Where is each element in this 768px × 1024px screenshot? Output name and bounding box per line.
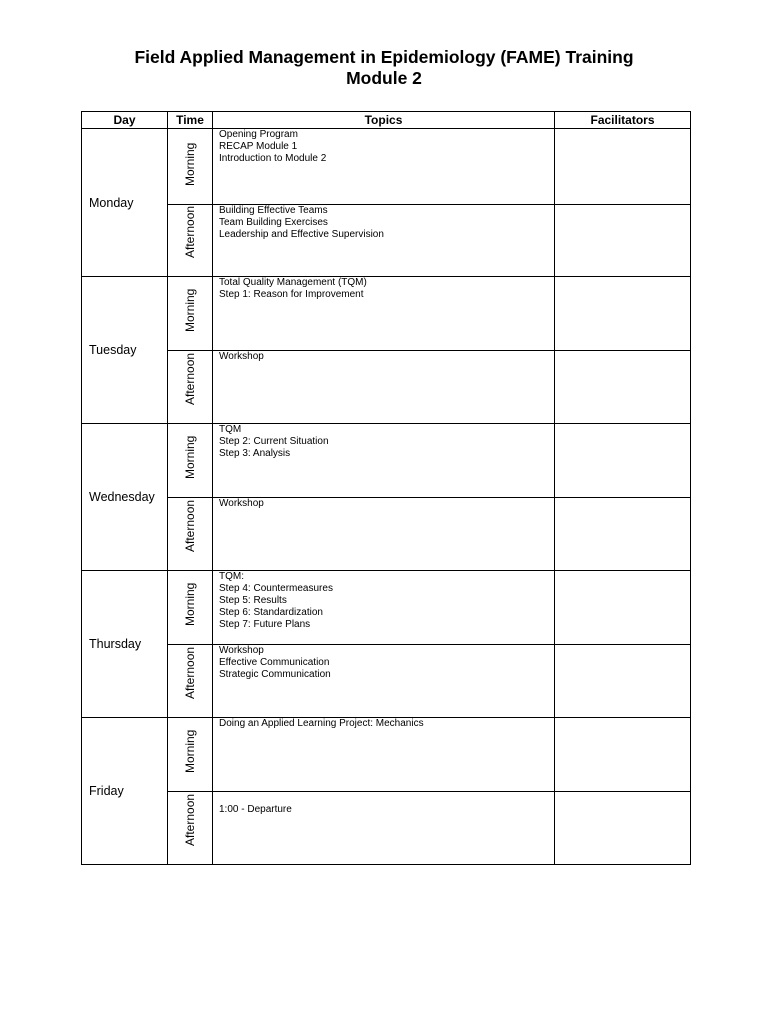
friday-morning-row [82,718,691,792]
time-cell-morning [168,129,213,205]
topic-line: Step 1: Reason for Improvement [219,289,364,300]
topic-line: 1:00 - Departure [219,804,292,815]
header-row [82,112,691,129]
topic-line: Step 3: Analysis [219,448,291,459]
topic-line: Total Quality Management (TQM) [219,277,367,288]
thursday-afternoon-row [82,645,691,718]
monday-morning-row [82,129,691,205]
document-title [0,47,768,89]
topics-cell [213,792,555,865]
tuesday-morning-row [82,277,691,351]
topics-cell [213,351,555,424]
tuesday-afternoon-row [82,351,691,424]
topic-line: Leadership and Effective Supervision [219,229,384,240]
header-day: Day [82,112,168,129]
time-label: Afternoon [183,352,197,405]
time-cell-afternoon [168,498,213,571]
facilitators-cell [555,205,691,277]
day-cell-monday: Monday [82,129,168,277]
topic-line: Step 7: Future Plans [219,619,311,630]
wednesday-afternoon-row [82,498,691,571]
facilitators-cell [555,645,691,718]
topics-cell [213,277,555,351]
day-cell-tuesday: Tuesday [82,277,168,424]
thursday-morning-row [82,571,691,645]
day-cell-thursday: Thursday [82,571,168,718]
facilitators-cell [555,571,691,645]
facilitators-cell [555,424,691,498]
time-cell-morning [168,424,213,498]
topic-line: Workshop [219,645,264,656]
time-label: Morning [183,435,197,479]
topics-cell [213,645,555,718]
topic-line: TQM [219,424,242,435]
topic-line: TQM: [219,571,244,582]
topic-line: Workshop [219,498,264,509]
topic-line: Effective Communication [219,657,330,668]
header-facilitators: Facilitators [555,112,691,129]
topic-line: Building Effective Teams [219,205,328,216]
header-topics: Topics [213,112,555,129]
time-cell-afternoon [168,351,213,424]
topic-line: Opening Program [219,129,298,140]
topic-line: Team Building Exercises [219,217,328,228]
topic-line: Doing an Applied Learning Project: Mechanics [219,718,424,729]
topic-line: Workshop [219,351,264,362]
wednesday-morning-row [82,424,691,498]
time-cell-afternoon [168,205,213,277]
topics-cell [213,718,555,792]
topic-line: Introduction to Module 2 [219,153,327,164]
topic-line: Step 6: Standardization [219,607,323,618]
time-cell-morning [168,571,213,645]
time-label: Afternoon [183,793,197,846]
facilitators-cell [555,718,691,792]
schedule-table [81,111,691,865]
friday-afternoon-row [82,792,691,865]
topics-cell [213,205,555,277]
facilitators-cell [555,277,691,351]
topic-line: Step 2: Current Situation [219,436,329,447]
time-cell-afternoon [168,792,213,865]
title-line-1: Field Applied Management in Epidemiology (FAME) Training [134,47,634,67]
time-cell-morning [168,718,213,792]
facilitators-cell [555,351,691,424]
time-label: Afternoon [183,499,197,552]
time-label: Afternoon [183,646,197,699]
topic-line: RECAP Module 1 [219,141,298,152]
topic-line: Step 4: Countermeasures [219,583,333,594]
time-cell-morning [168,277,213,351]
topics-cell [213,129,555,205]
monday-afternoon-row [82,205,691,277]
facilitators-cell [555,792,691,865]
topic-line: Strategic Communication [219,669,331,680]
day-cell-friday: Friday [82,718,168,865]
time-label: Morning [183,142,197,186]
header-time: Time [168,112,213,129]
facilitators-cell [555,129,691,205]
time-label: Morning [183,582,197,626]
topics-cell [213,498,555,571]
time-cell-afternoon [168,645,213,718]
title-line-2: Module 2 [346,68,422,88]
time-label: Morning [183,288,197,332]
facilitators-cell [555,498,691,571]
day-cell-wednesday: Wednesday [82,424,168,571]
time-label: Morning [183,729,197,773]
topic-line [219,792,554,804]
time-label: Afternoon [183,205,197,258]
topics-cell [213,424,555,498]
topics-cell [213,571,555,645]
topic-line: Step 5: Results [219,595,287,606]
